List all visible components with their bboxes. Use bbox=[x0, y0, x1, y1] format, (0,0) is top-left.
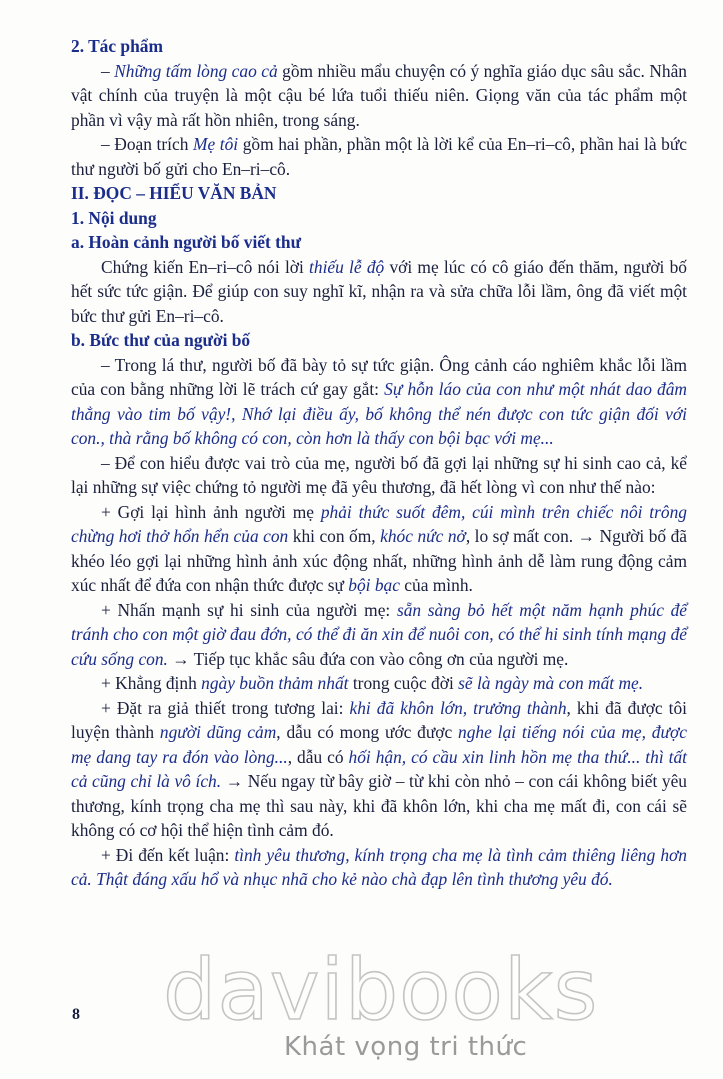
heading-tac-pham: 2. Tác phẩm bbox=[71, 36, 163, 56]
paragraph: – Trong lá thư, người bố đã bày tỏ sự tức giận. Ông cảnh cáo nghiêm khắc lỗi lầm của con bằng những lời lẽ trách cứ gay gắt: Sự hỗn láo của con như một nhát dao đâm thẳng vào tim bố vậy!, Nhớ lại điều ấy, bố không thể nén được con tức giận đối với con., thà rằng bố không có con, còn hơn là thấy con bội bạc với mẹ... bbox=[71, 354, 687, 448]
watermark-logo: davibooks bbox=[163, 941, 599, 1039]
bullet-item: + Đặt ra giả thiết trong tương lai: khi đã khôn lớn, trưởng thành, khi đã được tôi luyện thành người dũng cảm, dẫu có mong ước được nghe lại tiếng nói của mẹ, được mẹ dang tay ra đón vào lòng..., dẫu có hối hận, có cầu xin linh hồn mẹ tha thứ... thì tất cả cũng chỉ là vô ích. → Nếu ngay từ bây giờ – từ khi còn nhỏ – con cái không biết yêu thương, kính trọng cha mẹ thì sau này, khi đã khôn lớn, khi cha mẹ mất đi, con cái sẽ không có cơ hội thể hiện tình cảm đó. bbox=[71, 697, 687, 840]
bullet-item: + Khẳng định ngày buồn thảm nhất trong cuộc đời sẽ là ngày mà con mất mẹ. bbox=[101, 673, 644, 693]
bullet-item: + Gợi lại hình ảnh người mẹ phải thức suốt đêm, cúi mình trên chiếc nôi trông chừng hơi thở hổn hển của con khi con ốm, khóc nức nở, lo sợ mất con. → Người bố đã khéo léo gợi lại những hình ảnh xúc động nhất, những hình ảnh dễ làm rung động cảm xúc nhất để đứa con nhận thức được sự bội bạc của mình. bbox=[71, 501, 687, 595]
paragraph: Chứng kiến En–ri–cô nói lời thiếu lễ độ với mẹ lúc có cô giáo đến thăm, người bố hết sức tức giận. Để giúp con suy nghĩ kĩ, nhận ra và sửa chữa lỗi lầm, ông đã viết một bức thư gửi En–ri–cô. bbox=[71, 256, 687, 326]
heading-buc-thu: b. Bức thư của người bố bbox=[71, 330, 251, 350]
page-body bbox=[71, 34, 687, 892]
heading-noi-dung: 1. Nội dung bbox=[71, 207, 157, 228]
paragraph: – Đoạn trích Mẹ tôi gồm hai phần, phần một là lời kể của En–ri–cô, phần hai là bức thư người bố gửi cho En–ri–cô. bbox=[71, 134, 687, 179]
paragraph: – Để con hiểu được vai trò của mẹ, người bố đã gợi lại những sự hi sinh cao cả, kể lại những sự việc chứng tỏ người mẹ đã yêu thương, đã hết lòng vì con như thế nào: bbox=[71, 452, 687, 497]
paragraph: – Những tấm lòng cao cả gồm nhiều mẩu chuyện có ý nghĩa giáo dục sâu sắc. Nhân vật chính của truyện là một cậu bé lứa tuổi thiếu niên. Giọng văn của tác phẩm một phần vì vậy mà rất hồn nhiên, trong sáng. bbox=[71, 60, 688, 130]
bullet-item: + Đi đến kết luận: tình yêu thương, kính trọng cha mẹ là tình cảm thiêng liêng hơn cả. Thật đáng xấu hổ và nhục nhã cho kẻ nào chà đạp lên tình thương yêu đó. bbox=[71, 844, 687, 889]
page-number: 8 bbox=[72, 1006, 80, 1023]
heading-doc-hieu: II. ĐỌC – HIỂU VĂN BẢN bbox=[71, 183, 277, 203]
heading-hoan-canh: a. Hoàn cảnh người bố viết thư bbox=[71, 232, 302, 252]
bullet-item: + Nhấn mạnh sự hi sinh của người mẹ: sẵn sàng bỏ hết một năm hạnh phúc để tránh cho con một giờ đau đớn, có thể đi ăn xin để nuôi con, có thể hi sinh tính mạng để cứu sống con. → Tiếp tục khắc sâu đứa con vào công ơn của người mẹ. bbox=[71, 599, 687, 669]
watermark-tagline: Khát vọng tri thức bbox=[284, 1032, 528, 1062]
